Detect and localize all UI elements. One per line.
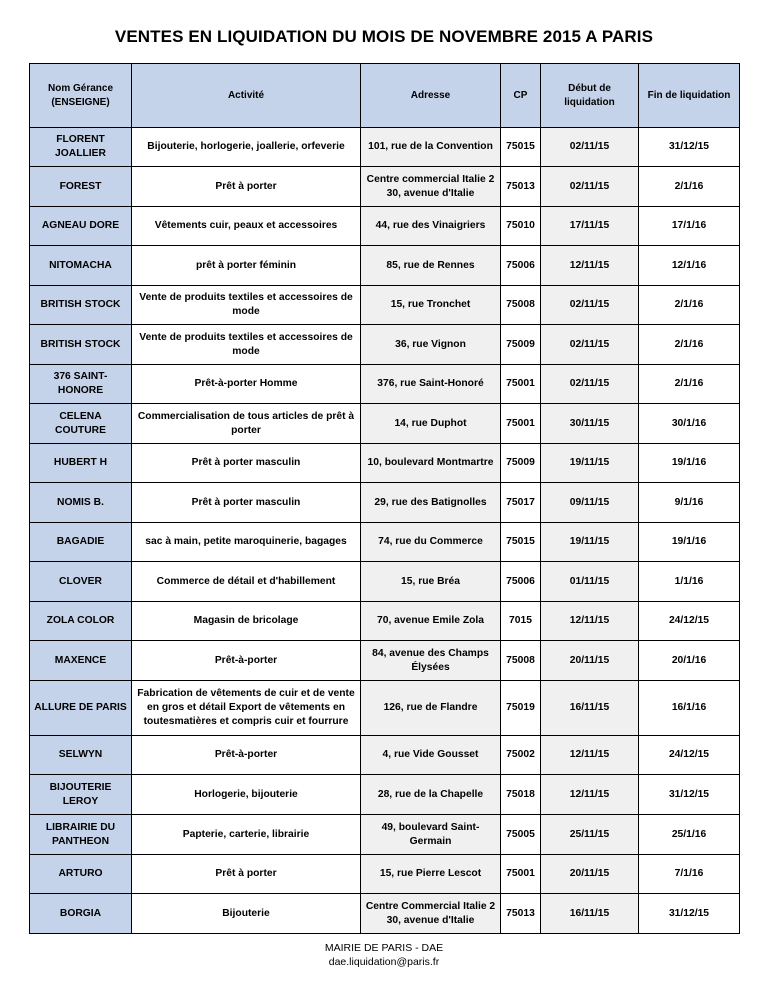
cell-adresse: 15, rue Bréa <box>361 562 501 602</box>
cell-fin: 2/1/16 <box>639 365 740 404</box>
cell-cp: 75001 <box>501 404 541 444</box>
table-row <box>30 207 740 246</box>
footer-email: dae.liquidation@paris.fr <box>328 956 440 968</box>
cell-cp: 75001 <box>501 365 541 404</box>
cell-fin: 25/1/16 <box>639 815 740 855</box>
cell-activite: Horlogerie, bijouterie <box>132 775 361 815</box>
footer-organisation: MAIRIE DE PARIS - DAE <box>324 942 444 954</box>
cell-cp: 75006 <box>501 562 541 602</box>
cell-adresse: 101, rue de la Convention <box>361 128 501 167</box>
cell-cp: 75009 <box>501 444 541 483</box>
cell-debut: 02/11/15 <box>541 365 639 404</box>
cell-cp: 75009 <box>501 325 541 365</box>
cell-cp: 75001 <box>501 855 541 894</box>
cell-fin: 19/1/16 <box>639 523 740 562</box>
cell-fin: 9/1/16 <box>639 483 740 523</box>
cell-activite: Prêt-à-porter <box>132 641 361 681</box>
table-row <box>30 775 740 815</box>
cell-enseigne: CLOVER <box>30 562 132 602</box>
table-row <box>30 815 740 855</box>
table-row <box>30 894 740 934</box>
cell-debut: 02/11/15 <box>541 325 639 365</box>
cell-activite: Vente de produits textiles et accessoires de mode <box>132 325 361 365</box>
cell-enseigne: ZOLA COLOR <box>30 602 132 641</box>
cell-cp: 75005 <box>501 815 541 855</box>
cell-enseigne: BORGIA <box>30 894 132 934</box>
cell-activite: Prêt à porter masculin <box>132 483 361 523</box>
cell-debut: 12/11/15 <box>541 775 639 815</box>
table-row <box>30 641 740 681</box>
cell-fin: 24/12/15 <box>639 736 740 775</box>
cell-debut: 20/11/15 <box>541 855 639 894</box>
cell-adresse: 74, rue du Commerce <box>361 523 501 562</box>
cell-adresse: 49, boulevard Saint-Germain <box>361 815 501 855</box>
cell-fin: 1/1/16 <box>639 562 740 602</box>
cell-debut: 16/11/15 <box>541 894 639 934</box>
table-body <box>30 128 740 934</box>
cell-enseigne: BAGADIE <box>30 523 132 562</box>
cell-fin: 17/1/16 <box>639 207 740 246</box>
cell-cp: 75013 <box>501 894 541 934</box>
cell-adresse: 15, rue Tronchet <box>361 286 501 325</box>
cell-activite: Vente de produits textiles et accessoires de mode <box>132 286 361 325</box>
cell-fin: 19/1/16 <box>639 444 740 483</box>
cell-enseigne: NITOMACHA <box>30 246 132 286</box>
table-row <box>30 246 740 286</box>
cell-cp: 75018 <box>501 775 541 815</box>
cell-activite: Prêt à porter <box>132 167 361 207</box>
footer <box>0 941 768 969</box>
cell-adresse: 29, rue des Batignolles <box>361 483 501 523</box>
cell-activite: Vêtements cuir, peaux et accessoires <box>132 207 361 246</box>
table-row <box>30 365 740 404</box>
cell-fin: 2/1/16 <box>639 325 740 365</box>
cell-cp: 75015 <box>501 523 541 562</box>
cell-activite: Prêt à porter <box>132 855 361 894</box>
cell-enseigne: 376 SAINT-HONORE <box>30 365 132 404</box>
cell-debut: 02/11/15 <box>541 128 639 167</box>
cell-cp: 75002 <box>501 736 541 775</box>
cell-fin: 30/1/16 <box>639 404 740 444</box>
cell-enseigne: BRITISH STOCK <box>30 286 132 325</box>
table-row <box>30 286 740 325</box>
cell-adresse: 44, rue des Vinaigriers <box>361 207 501 246</box>
cell-activite: Prêt-à-porter <box>132 736 361 775</box>
cell-fin: 2/1/16 <box>639 286 740 325</box>
cell-enseigne: CELENA COUTURE <box>30 404 132 444</box>
page-title: VENTES EN LIQUIDATION DU MOIS DE NOVEMBRE 2015 A PARIS <box>114 27 654 46</box>
table-row <box>30 736 740 775</box>
cell-debut: 30/11/15 <box>541 404 639 444</box>
cell-cp: 75010 <box>501 207 541 246</box>
cell-enseigne: BIJOUTERIE LEROY <box>30 775 132 815</box>
cell-cp: 75017 <box>501 483 541 523</box>
cell-fin: 31/12/15 <box>639 775 740 815</box>
cell-enseigne: LIBRAIRIE DU PANTHEON <box>30 815 132 855</box>
cell-enseigne: ARTURO <box>30 855 132 894</box>
cell-enseigne: FOREST <box>30 167 132 207</box>
cell-adresse: 15, rue Pierre Lescot <box>361 855 501 894</box>
cell-debut: 01/11/15 <box>541 562 639 602</box>
cell-adresse: 85, rue de Rennes <box>361 246 501 286</box>
cell-enseigne: NOMIS B. <box>30 483 132 523</box>
header-cp: CP <box>501 64 541 128</box>
cell-cp: 7015 <box>501 602 541 641</box>
table-row <box>30 562 740 602</box>
cell-debut: 02/11/15 <box>541 167 639 207</box>
cell-adresse: 14, rue Duphot <box>361 404 501 444</box>
header-adresse: Adresse <box>361 64 501 128</box>
cell-adresse: 36, rue Vignon <box>361 325 501 365</box>
cell-fin: 24/12/15 <box>639 602 740 641</box>
cell-fin: 16/1/16 <box>639 681 740 736</box>
cell-adresse: Centre commercial Italie 2 30, avenue d'Italie <box>361 167 501 207</box>
cell-debut: 16/11/15 <box>541 681 639 736</box>
cell-cp: 75019 <box>501 681 541 736</box>
cell-enseigne: HUBERT H <box>30 444 132 483</box>
cell-activite: Bijouterie <box>132 894 361 934</box>
cell-cp: 75006 <box>501 246 541 286</box>
cell-debut: 19/11/15 <box>541 444 639 483</box>
table-header-row <box>30 64 740 128</box>
cell-fin: 2/1/16 <box>639 167 740 207</box>
header-enseigne: Nom Gérance (ENSEIGNE) <box>30 64 132 128</box>
cell-adresse: 10, boulevard Montmartre <box>361 444 501 483</box>
table-row <box>30 483 740 523</box>
cell-debut: 12/11/15 <box>541 736 639 775</box>
cell-activite: sac à main, petite maroquinerie, bagages <box>132 523 361 562</box>
cell-adresse: 70, avenue Emile Zola <box>361 602 501 641</box>
cell-enseigne: MAXENCE <box>30 641 132 681</box>
cell-adresse: 84, avenue des Champs Élysées <box>361 641 501 681</box>
table-row <box>30 523 740 562</box>
cell-debut: 17/11/15 <box>541 207 639 246</box>
cell-activite: Fabrication de vêtements de cuir et de vente en gros et détail Export de vêtements en toutesmatières et compris cuir et fourrure <box>132 681 361 736</box>
cell-enseigne: FLORENT JOALLIER <box>30 128 132 167</box>
cell-fin: 7/1/16 <box>639 855 740 894</box>
cell-activite: Commercialisation de tous articles de prêt à porter <box>132 404 361 444</box>
cell-cp: 75015 <box>501 128 541 167</box>
table-row <box>30 855 740 894</box>
header-fin: Fin de liquidation <box>639 64 740 128</box>
cell-enseigne: ALLURE DE PARIS <box>30 681 132 736</box>
table-row <box>30 444 740 483</box>
cell-fin: 12/1/16 <box>639 246 740 286</box>
header-debut: Début de liquidation <box>541 64 639 128</box>
table-row <box>30 128 740 167</box>
table-row <box>30 602 740 641</box>
cell-activite: prêt à porter féminin <box>132 246 361 286</box>
cell-activite: Papterie, carterie, librairie <box>132 815 361 855</box>
cell-enseigne: AGNEAU DORE <box>30 207 132 246</box>
cell-fin: 31/12/15 <box>639 894 740 934</box>
cell-fin: 31/12/15 <box>639 128 740 167</box>
cell-adresse: 28, rue de la Chapelle <box>361 775 501 815</box>
table-row <box>30 167 740 207</box>
cell-enseigne: SELWYN <box>30 736 132 775</box>
cell-enseigne: BRITISH STOCK <box>30 325 132 365</box>
cell-activite: Bijouterie, horlogerie, joallerie, orfeverie <box>132 128 361 167</box>
cell-debut: 20/11/15 <box>541 641 639 681</box>
cell-adresse: 4, rue Vide Gousset <box>361 736 501 775</box>
cell-adresse: 126, rue de Flandre <box>361 681 501 736</box>
cell-activite: Commerce de détail et d'habillement <box>132 562 361 602</box>
cell-debut: 25/11/15 <box>541 815 639 855</box>
cell-debut: 19/11/15 <box>541 523 639 562</box>
cell-adresse: Centre Commercial Italie 2 30, avenue d'Italie <box>361 894 501 934</box>
cell-debut: 02/11/15 <box>541 286 639 325</box>
table-row <box>30 404 740 444</box>
cell-activite: Prêt-à-porter Homme <box>132 365 361 404</box>
cell-cp: 75008 <box>501 286 541 325</box>
header-activite: Activité <box>132 64 361 128</box>
cell-cp: 75008 <box>501 641 541 681</box>
cell-debut: 09/11/15 <box>541 483 639 523</box>
cell-cp: 75013 <box>501 167 541 207</box>
cell-activite: Prêt à porter masculin <box>132 444 361 483</box>
table-row <box>30 681 740 736</box>
liquidation-table <box>29 63 740 934</box>
cell-adresse: 376, rue Saint-Honoré <box>361 365 501 404</box>
cell-debut: 12/11/15 <box>541 602 639 641</box>
table-row <box>30 325 740 365</box>
cell-debut: 12/11/15 <box>541 246 639 286</box>
cell-activite: Magasin de bricolage <box>132 602 361 641</box>
cell-fin: 20/1/16 <box>639 641 740 681</box>
